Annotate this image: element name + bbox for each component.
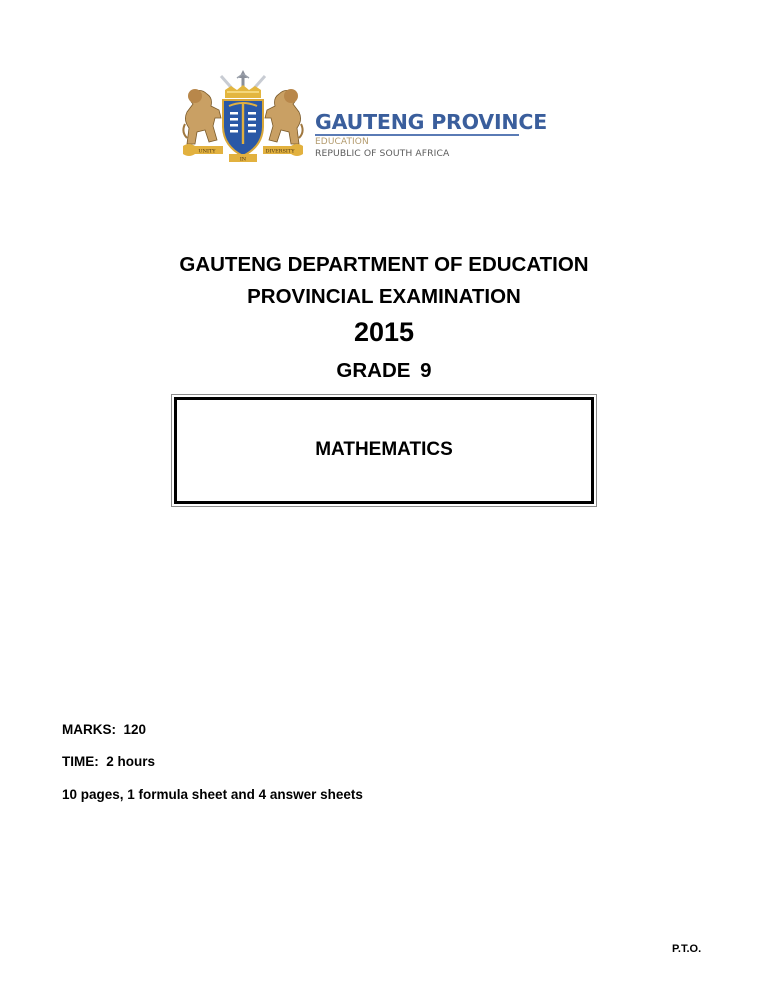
subject-box-inner — [174, 397, 594, 504]
department-heading: GAUTENG DEPARTMENT OF EDUCATION — [179, 253, 589, 276]
subject-label: MATHEMATICS — [315, 439, 453, 460]
pages-info: 10 pages, 1 formula sheet and 4 answer sheets — [62, 787, 363, 802]
coat-of-arms-logo — [179, 68, 307, 164]
exam-year: 2015 — [353, 317, 415, 347]
brand-title: GAUTENG PROVINCE — [315, 110, 547, 134]
exam-type-heading: PROVINCIAL EXAMINATION — [247, 285, 521, 308]
brand-underline — [315, 134, 519, 136]
pto-label: P.T.O. — [672, 943, 702, 955]
time-info: TIME: 2 hours — [62, 754, 156, 769]
svg-text:IN: IN — [239, 156, 247, 163]
marks-info: MARKS: 120 — [62, 722, 147, 737]
brand-subtitle-country: REPUBLIC OF SOUTH AFRICA — [315, 148, 450, 159]
subject-box — [171, 394, 597, 507]
svg-text:DIVERSITY: DIVERSITY — [265, 148, 295, 155]
brand-subtitle-education: EDUCATION — [315, 137, 369, 147]
coat-of-arms-icon — [179, 68, 307, 164]
grade-heading: GRADE 9 — [336, 359, 432, 382]
svg-text:UNITY: UNITY — [198, 148, 216, 155]
